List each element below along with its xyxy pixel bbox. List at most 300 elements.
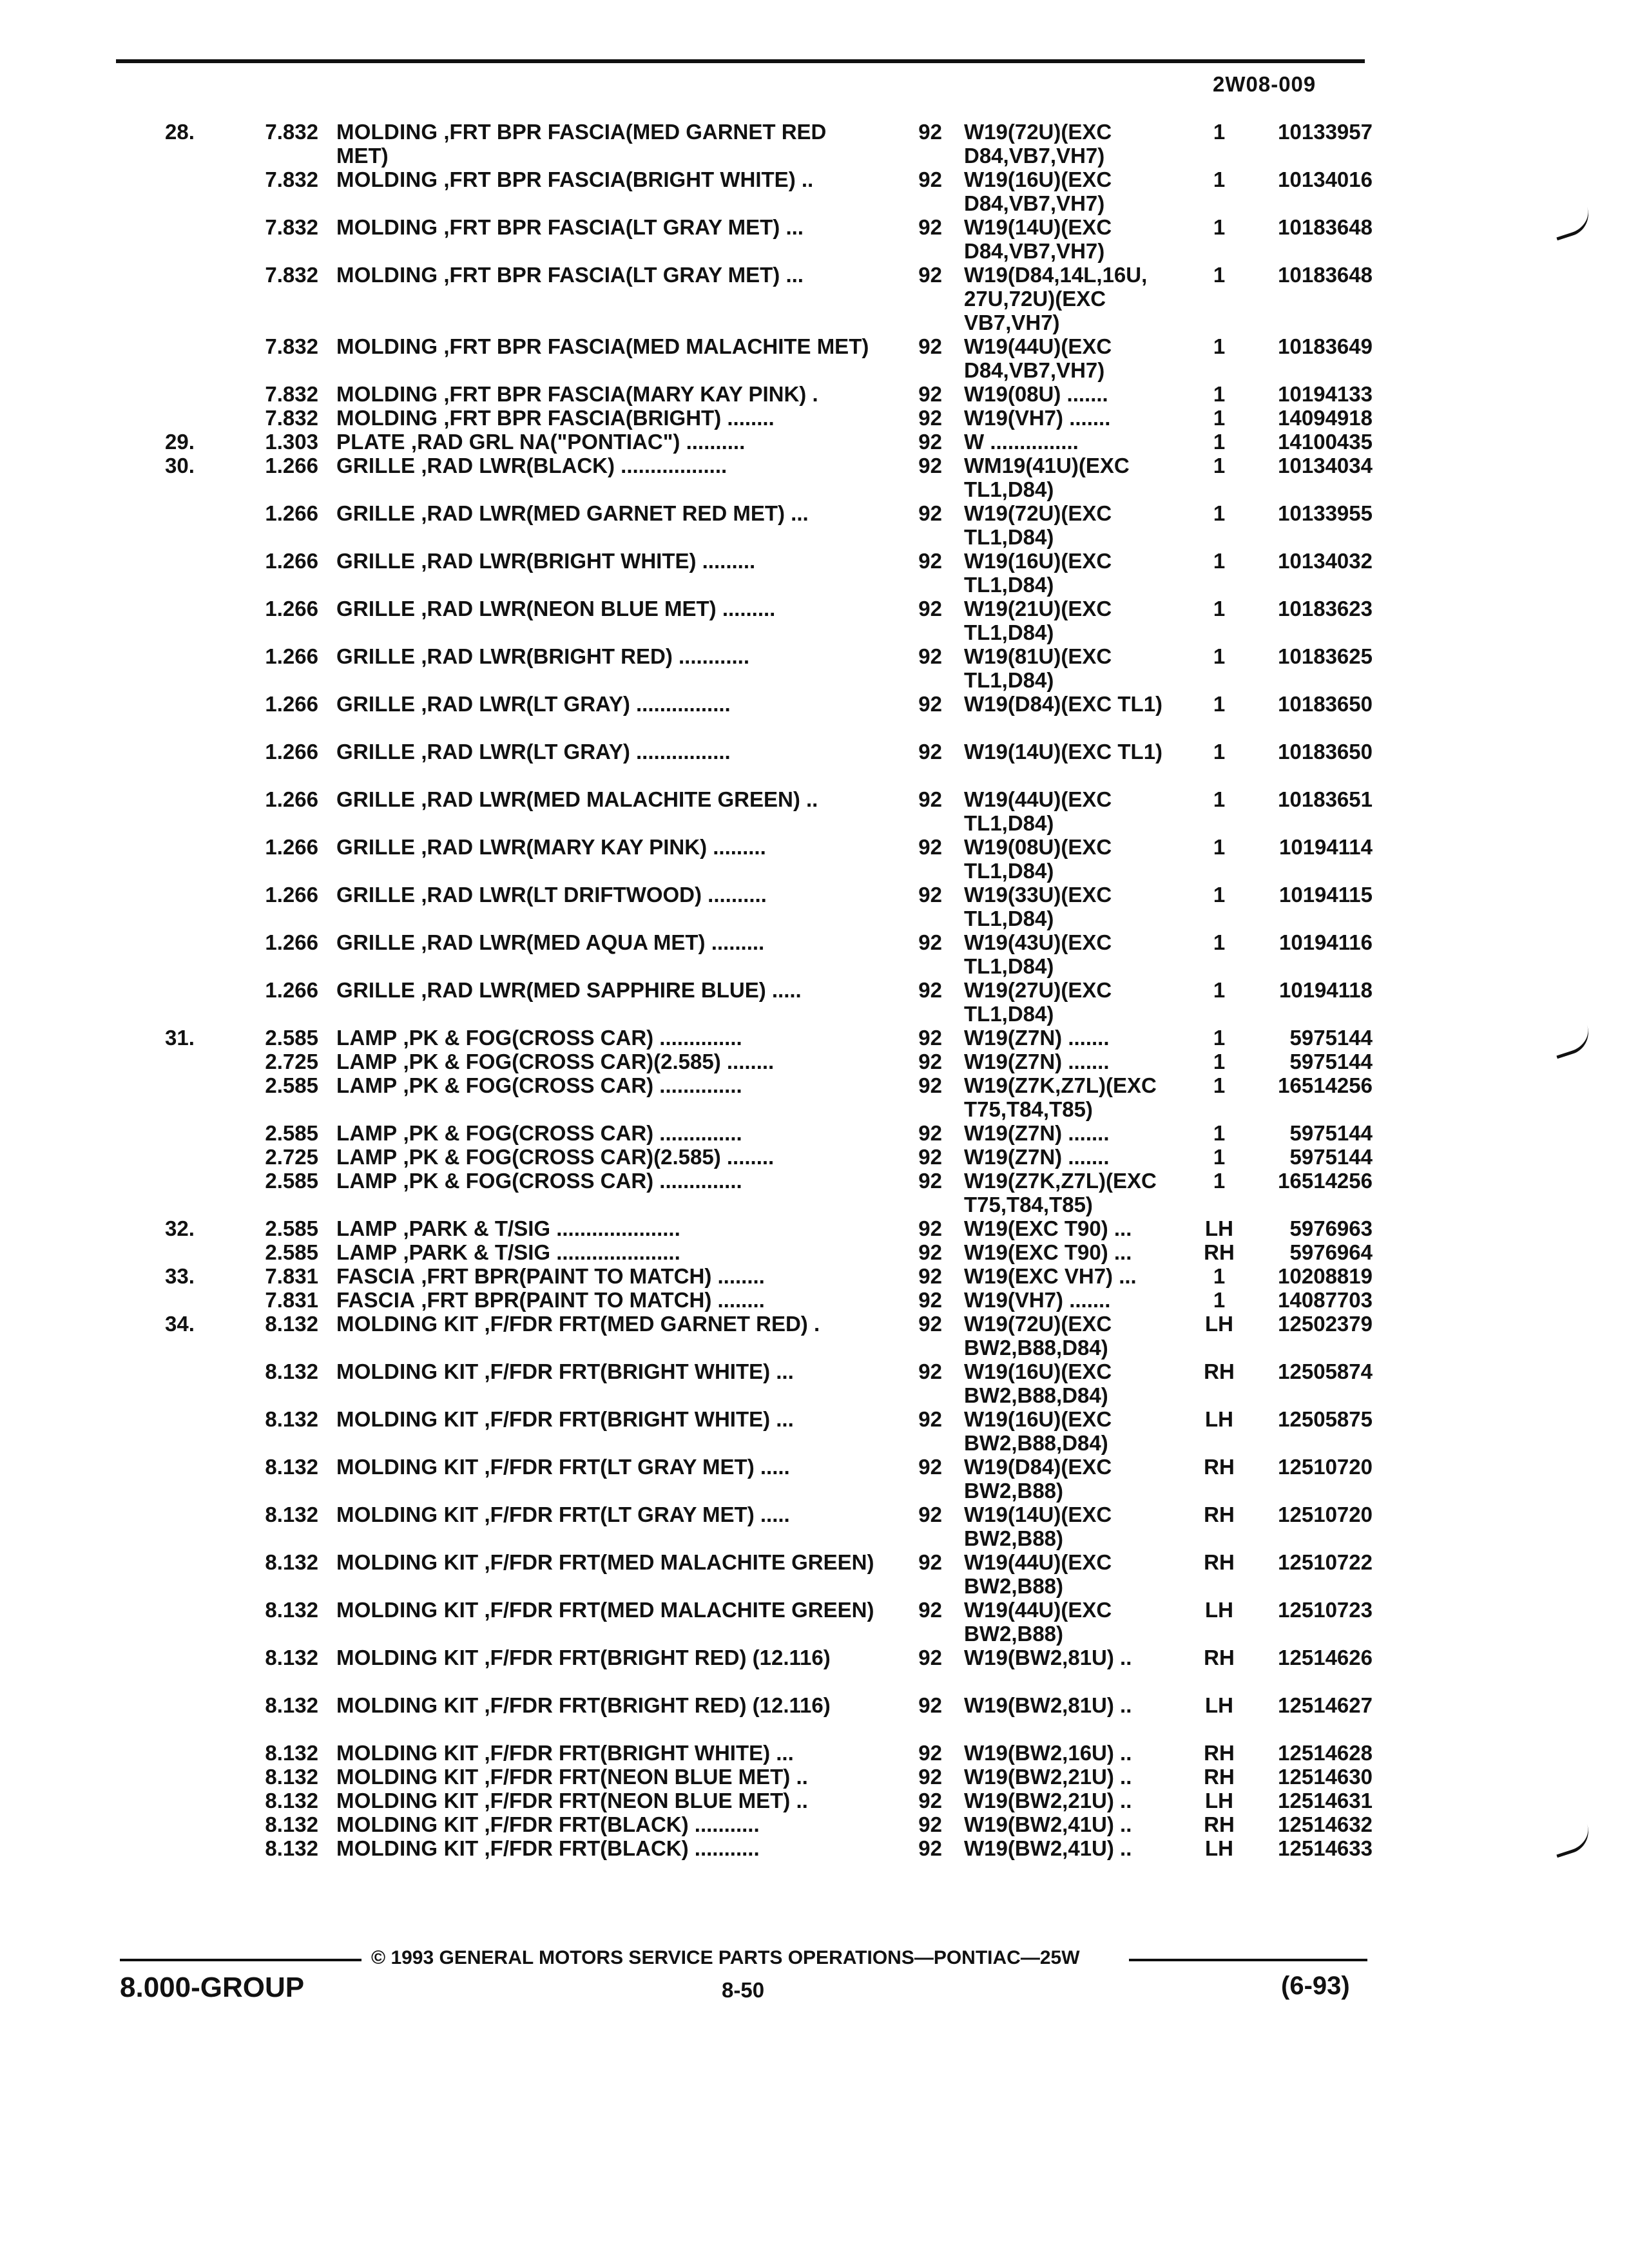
part-detail: ,PK & FOG(CROSS CAR)(2.585) ........ bbox=[403, 1145, 775, 1169]
application: W19(33U)(EXC TL1,D84) bbox=[964, 883, 1118, 930]
part-detail: ,FRT BPR(PAINT TO MATCH) ........ bbox=[421, 1288, 765, 1312]
application: W19(Z7K,Z7L)(EXC T75,T84,T85) bbox=[964, 1073, 1163, 1121]
part-name: GRILLE bbox=[336, 501, 416, 525]
application: W19(72U)(EXC D84,VB7,VH7) bbox=[964, 120, 1118, 168]
part-number: 10183623 bbox=[1278, 597, 1373, 620]
application: W19(08U) ....... bbox=[964, 382, 1108, 406]
part-detail: ,PK & FOG(CROSS CAR) .............. bbox=[403, 1073, 742, 1097]
part-number: 5975144 bbox=[1289, 1050, 1373, 1073]
part-description bbox=[336, 1216, 878, 1240]
quantity-position: LH bbox=[1205, 1407, 1233, 1431]
part-detail: ,RAD LWR(MED SAPPHIRE BLUE) ..... bbox=[421, 978, 802, 1002]
quantity-position: LH bbox=[1205, 1693, 1233, 1717]
illustration-number: 7.832 bbox=[265, 263, 318, 287]
part-number: 10194115 bbox=[1278, 883, 1373, 907]
part-detail: ,FRT BPR FASCIA(BRIGHT WHITE) .. bbox=[443, 168, 814, 191]
application: W19(08U)(EXC TL1,D84) bbox=[964, 835, 1118, 883]
application: W19(14U)(EXC BW2,B88) bbox=[964, 1503, 1118, 1550]
part-number: 10133955 bbox=[1278, 501, 1373, 525]
part-detail: ,F/FDR FRT(BRIGHT WHITE) ... bbox=[484, 1741, 794, 1765]
part-name: MOLDING KIT bbox=[336, 1598, 479, 1622]
part-number: 10183648 bbox=[1278, 263, 1373, 287]
list-item bbox=[0, 549, 1629, 597]
item-ref: 30. bbox=[165, 454, 195, 477]
application: W19(BW2,21U) .. bbox=[964, 1789, 1132, 1812]
part-description bbox=[336, 1240, 878, 1264]
illustration-number: 7.831 bbox=[265, 1288, 318, 1312]
part-detail: ,FRT BPR FASCIA(MED MALACHITE MET) bbox=[443, 334, 869, 358]
part-name: MOLDING KIT bbox=[336, 1836, 479, 1860]
illustration-number: 2.585 bbox=[265, 1169, 318, 1193]
illustration-number: 2.585 bbox=[265, 1121, 318, 1145]
part-name: MOLDING KIT bbox=[336, 1693, 479, 1717]
list-item bbox=[0, 740, 1629, 787]
quantity-position: 1 bbox=[1213, 120, 1226, 144]
quantity-position: 1 bbox=[1213, 382, 1226, 406]
illustration-number: 2.725 bbox=[265, 1145, 318, 1169]
part-description bbox=[336, 597, 878, 620]
quantity-position: RH bbox=[1204, 1503, 1235, 1526]
quantity-position: 1 bbox=[1213, 168, 1226, 191]
part-detail: ,F/FDR FRT(BRIGHT RED) (12.116) bbox=[484, 1646, 831, 1669]
part-name: GRILLE bbox=[336, 740, 416, 764]
list-item bbox=[0, 692, 1629, 740]
part-detail: ,FRT BPR FASCIA(LT GRAY MET) ... bbox=[443, 263, 804, 287]
part-number: 5975144 bbox=[1289, 1026, 1373, 1050]
quantity-position: 1 bbox=[1213, 787, 1226, 811]
list-item bbox=[0, 883, 1629, 930]
application: W19(VH7) ....... bbox=[964, 406, 1111, 430]
application: W19(44U)(EXC BW2,B88) bbox=[964, 1598, 1118, 1646]
footer-rule-left bbox=[120, 1959, 361, 1961]
part-detail: ,FRT BPR FASCIA(BRIGHT) ........ bbox=[443, 406, 775, 430]
part-detail: ,PK & FOG(CROSS CAR) .............. bbox=[403, 1026, 742, 1050]
application: W19(BW2,41U) .. bbox=[964, 1812, 1132, 1836]
quantity-position: LH bbox=[1205, 1598, 1233, 1622]
quantity-position: RH bbox=[1204, 1550, 1235, 1574]
model-year: 92 bbox=[918, 835, 942, 859]
part-name: MOLDING bbox=[336, 215, 438, 239]
illustration-number: 8.132 bbox=[265, 1693, 318, 1717]
model-year: 92 bbox=[918, 930, 942, 954]
part-detail: ,F/FDR FRT(BRIGHT WHITE) ... bbox=[484, 1407, 794, 1431]
part-number: 5976963 bbox=[1289, 1216, 1373, 1240]
part-name: GRILLE bbox=[336, 835, 416, 859]
list-item bbox=[0, 1789, 1629, 1812]
part-number: 14094918 bbox=[1278, 406, 1373, 430]
application: W19(BW2,16U) .. bbox=[964, 1741, 1132, 1765]
application: W19(Z7N) ....... bbox=[964, 1121, 1110, 1145]
part-description bbox=[336, 1455, 878, 1479]
part-name: MOLDING KIT bbox=[336, 1646, 479, 1669]
part-detail: ,PK & FOG(CROSS CAR) .............. bbox=[403, 1121, 742, 1145]
illustration-number: 8.132 bbox=[265, 1503, 318, 1526]
part-number: 5976964 bbox=[1289, 1240, 1373, 1264]
application: W19(D84)(EXC BW2,B88) bbox=[964, 1455, 1118, 1503]
application: W19(43U)(EXC TL1,D84) bbox=[964, 930, 1118, 978]
illustration-number: 1.303 bbox=[265, 430, 318, 454]
model-year: 92 bbox=[918, 1288, 942, 1312]
part-detail: ,FRT BPR(PAINT TO MATCH) ........ bbox=[421, 1264, 765, 1288]
part-name: GRILLE bbox=[336, 978, 416, 1002]
application: W19(Z7K,Z7L)(EXC T75,T84,T85) bbox=[964, 1169, 1163, 1216]
part-number: 12514632 bbox=[1278, 1812, 1373, 1836]
part-description bbox=[336, 930, 878, 954]
quantity-position: 1 bbox=[1213, 1288, 1226, 1312]
part-detail: ,RAD GRL NA("PONTIAC") .......... bbox=[410, 430, 746, 454]
part-number: 12514626 bbox=[1278, 1646, 1373, 1669]
item-ref: 31. bbox=[165, 1026, 195, 1050]
part-number: 12514631 bbox=[1278, 1789, 1373, 1812]
list-item bbox=[0, 1741, 1629, 1765]
illustration-number: 1.266 bbox=[265, 644, 318, 668]
part-detail: ,FRT BPR FASCIA(MARY KAY PINK) . bbox=[443, 382, 818, 406]
part-name: MOLDING KIT bbox=[336, 1789, 479, 1812]
model-year: 92 bbox=[918, 1789, 942, 1812]
part-name: FASCIA bbox=[336, 1288, 416, 1312]
list-item bbox=[0, 1812, 1629, 1836]
model-year: 92 bbox=[918, 263, 942, 287]
part-description bbox=[336, 1312, 878, 1336]
part-name: MOLDING KIT bbox=[336, 1741, 479, 1765]
illustration-number: 1.266 bbox=[265, 835, 318, 859]
model-year: 92 bbox=[918, 1836, 942, 1860]
quantity-position: 1 bbox=[1213, 883, 1226, 907]
part-number: 10183625 bbox=[1278, 644, 1373, 668]
illustration-number: 8.132 bbox=[265, 1455, 318, 1479]
list-item bbox=[0, 1312, 1629, 1360]
list-item bbox=[0, 644, 1629, 692]
application: W19(21U)(EXC TL1,D84) bbox=[964, 597, 1118, 644]
application: W19(81U)(EXC TL1,D84) bbox=[964, 644, 1118, 692]
model-year: 92 bbox=[918, 1812, 942, 1836]
part-description bbox=[336, 835, 878, 859]
illustration-number: 1.266 bbox=[265, 501, 318, 525]
item-ref: 33. bbox=[165, 1264, 195, 1288]
quantity-position: 1 bbox=[1213, 430, 1226, 454]
part-name: GRILLE bbox=[336, 549, 416, 573]
part-description bbox=[336, 263, 878, 287]
list-item bbox=[0, 501, 1629, 549]
part-number: 12505874 bbox=[1278, 1360, 1373, 1383]
part-name: LAMP bbox=[336, 1121, 398, 1145]
part-detail: ,F/FDR FRT(BLACK) ........... bbox=[484, 1836, 760, 1860]
application: W19(44U)(EXC D84,VB7,VH7) bbox=[964, 334, 1118, 382]
illustration-number: 8.132 bbox=[265, 1765, 318, 1789]
part-description bbox=[336, 1836, 878, 1860]
part-name: MOLDING KIT bbox=[336, 1312, 479, 1336]
part-name: MOLDING KIT bbox=[336, 1407, 479, 1431]
illustration-number: 8.132 bbox=[265, 1312, 318, 1336]
application: W19(Z7N) ....... bbox=[964, 1050, 1110, 1073]
quantity-position: LH bbox=[1205, 1216, 1233, 1240]
illustration-number: 1.266 bbox=[265, 740, 318, 764]
part-number: 10134032 bbox=[1278, 549, 1373, 573]
part-description bbox=[336, 1598, 878, 1622]
part-number: 10133957 bbox=[1278, 120, 1373, 144]
part-description bbox=[336, 215, 878, 239]
list-item bbox=[0, 1693, 1629, 1741]
quantity-position: RH bbox=[1204, 1765, 1235, 1789]
model-year: 92 bbox=[918, 1050, 942, 1073]
application: W19(16U)(EXC BW2,B88,D84) bbox=[964, 1360, 1118, 1407]
part-number: 10194114 bbox=[1278, 835, 1373, 859]
list-item bbox=[0, 168, 1629, 215]
model-year: 92 bbox=[918, 1169, 942, 1193]
illustration-number: 7.832 bbox=[265, 215, 318, 239]
application: W19(14U)(EXC TL1) bbox=[964, 740, 1163, 764]
parts-list bbox=[0, 120, 1629, 1860]
part-description bbox=[336, 1360, 878, 1383]
quantity-position: 1 bbox=[1213, 1121, 1226, 1145]
part-detail: ,PK & FOG(CROSS CAR) .............. bbox=[403, 1169, 742, 1193]
part-number: 14087703 bbox=[1278, 1288, 1373, 1312]
list-item bbox=[0, 406, 1629, 430]
footer-rule-right bbox=[1129, 1959, 1367, 1961]
list-item bbox=[0, 1550, 1629, 1598]
list-item bbox=[0, 835, 1629, 883]
application: W19(72U)(EXC BW2,B88,D84) bbox=[964, 1312, 1118, 1360]
model-year: 92 bbox=[918, 1216, 942, 1240]
quantity-position: 1 bbox=[1213, 454, 1226, 477]
part-description bbox=[336, 549, 878, 573]
page-number: 8-50 bbox=[722, 1978, 765, 2002]
model-year: 92 bbox=[918, 168, 942, 191]
list-item bbox=[0, 978, 1629, 1026]
part-name: FASCIA bbox=[336, 1264, 416, 1288]
part-detail: ,F/FDR FRT(MED MALACHITE GREEN) bbox=[484, 1598, 874, 1622]
part-name: LAMP bbox=[336, 1026, 398, 1050]
model-year: 92 bbox=[918, 406, 942, 430]
quantity-position: RH bbox=[1204, 1455, 1235, 1479]
part-description bbox=[336, 1646, 878, 1669]
part-number: 10194118 bbox=[1278, 978, 1373, 1002]
application: W19(BW2,21U) .. bbox=[964, 1765, 1132, 1789]
quantity-position: 1 bbox=[1213, 406, 1226, 430]
part-description bbox=[336, 430, 878, 454]
part-number: 12514627 bbox=[1278, 1693, 1373, 1717]
part-detail: ,F/FDR FRT(BRIGHT WHITE) ... bbox=[484, 1360, 794, 1383]
model-year: 92 bbox=[918, 1455, 942, 1479]
quantity-position: 1 bbox=[1213, 263, 1226, 287]
part-detail: ,FRT BPR FASCIA(MED GARNET RED MET) bbox=[336, 120, 833, 168]
part-detail: ,RAD LWR(LT GRAY) ................ bbox=[421, 692, 731, 716]
part-description bbox=[336, 1550, 878, 1574]
illustration-number: 1.266 bbox=[265, 597, 318, 620]
part-number: 10134016 bbox=[1278, 168, 1373, 191]
part-number: 16514256 bbox=[1278, 1169, 1373, 1193]
date-code: (6-93) bbox=[1281, 1972, 1350, 2000]
part-detail: ,RAD LWR(LT GRAY) ................ bbox=[421, 740, 731, 764]
illustration-number: 1.266 bbox=[265, 930, 318, 954]
part-description bbox=[336, 1503, 878, 1526]
model-year: 92 bbox=[918, 430, 942, 454]
page-code: 2W08-009 bbox=[1213, 72, 1316, 96]
illustration-number: 2.585 bbox=[265, 1073, 318, 1097]
illustration-number: 7.831 bbox=[265, 1264, 318, 1288]
part-detail: ,F/FDR FRT(LT GRAY MET) ..... bbox=[484, 1503, 790, 1526]
part-description bbox=[336, 1407, 878, 1431]
list-item bbox=[0, 1121, 1629, 1145]
illustration-number: 7.832 bbox=[265, 120, 318, 144]
part-detail: ,F/FDR FRT(NEON BLUE MET) .. bbox=[484, 1765, 808, 1789]
illustration-number: 7.832 bbox=[265, 382, 318, 406]
application: W19(EXC T90) ... bbox=[964, 1216, 1132, 1240]
illustration-number: 8.132 bbox=[265, 1741, 318, 1765]
part-name: LAMP bbox=[336, 1240, 398, 1264]
part-number: 12510720 bbox=[1278, 1503, 1373, 1526]
item-ref: 29. bbox=[165, 430, 195, 454]
illustration-number: 2.725 bbox=[265, 1050, 318, 1073]
part-name: LAMP bbox=[336, 1216, 398, 1240]
quantity-position: 1 bbox=[1213, 1026, 1226, 1050]
part-description bbox=[336, 692, 878, 716]
illustration-number: 1.266 bbox=[265, 883, 318, 907]
illustration-number: 8.132 bbox=[265, 1789, 318, 1812]
list-item bbox=[0, 334, 1629, 382]
part-name: MOLDING bbox=[336, 120, 438, 144]
quantity-position: RH bbox=[1204, 1360, 1235, 1383]
list-item bbox=[0, 787, 1629, 835]
application: W19(BW2,81U) .. bbox=[964, 1693, 1132, 1717]
quantity-position: 1 bbox=[1213, 644, 1226, 668]
quantity-position: 1 bbox=[1213, 692, 1226, 716]
part-description bbox=[336, 1026, 878, 1050]
illustration-number: 2.585 bbox=[265, 1216, 318, 1240]
model-year: 92 bbox=[918, 501, 942, 525]
part-name: MOLDING KIT bbox=[336, 1550, 479, 1574]
application: W19(D84)(EXC TL1) bbox=[964, 692, 1163, 716]
illustration-number: 2.585 bbox=[265, 1026, 318, 1050]
part-detail: ,F/FDR FRT(NEON BLUE MET) .. bbox=[484, 1789, 808, 1812]
illustration-number: 8.132 bbox=[265, 1407, 318, 1431]
part-description bbox=[336, 120, 878, 168]
part-description bbox=[336, 1693, 878, 1717]
quantity-position: 1 bbox=[1213, 1169, 1226, 1193]
model-year: 92 bbox=[918, 549, 942, 573]
illustration-number: 8.132 bbox=[265, 1598, 318, 1622]
illustration-number: 1.266 bbox=[265, 692, 318, 716]
part-number: 10183648 bbox=[1278, 215, 1373, 239]
part-detail: ,FRT BPR FASCIA(LT GRAY MET) ... bbox=[443, 215, 804, 239]
part-number: 10183649 bbox=[1278, 334, 1373, 358]
quantity-position: 1 bbox=[1213, 1264, 1226, 1288]
part-detail: ,RAD LWR(BRIGHT RED) ............ bbox=[421, 644, 750, 668]
part-name: MOLDING KIT bbox=[336, 1360, 479, 1383]
quantity-position: 1 bbox=[1213, 549, 1226, 573]
model-year: 92 bbox=[918, 883, 942, 907]
quantity-position: LH bbox=[1205, 1312, 1233, 1336]
model-year: 92 bbox=[918, 978, 942, 1002]
part-description bbox=[336, 1073, 878, 1097]
part-description bbox=[336, 978, 878, 1002]
list-item bbox=[0, 120, 1629, 168]
quantity-position: 1 bbox=[1213, 501, 1226, 525]
application: W19(D84,14L,16U, 27U,72U)(EXC VB7,VH7) bbox=[964, 263, 1153, 334]
part-name: MOLDING bbox=[336, 168, 438, 191]
part-description bbox=[336, 454, 878, 477]
list-item bbox=[0, 1169, 1629, 1216]
application: W19(VH7) ....... bbox=[964, 1288, 1111, 1312]
application: W19(16U)(EXC D84,VB7,VH7) bbox=[964, 168, 1118, 215]
model-year: 92 bbox=[918, 454, 942, 477]
part-name: GRILLE bbox=[336, 787, 416, 811]
model-year: 92 bbox=[918, 382, 942, 406]
model-year: 92 bbox=[918, 1741, 942, 1765]
quantity-position: 1 bbox=[1213, 978, 1226, 1002]
part-name: PLATE bbox=[336, 430, 405, 454]
model-year: 92 bbox=[918, 1312, 942, 1336]
quantity-position: RH bbox=[1204, 1240, 1235, 1264]
part-name: GRILLE bbox=[336, 930, 416, 954]
illustration-number: 1.266 bbox=[265, 978, 318, 1002]
application: W19(44U)(EXC BW2,B88) bbox=[964, 1550, 1118, 1598]
model-year: 92 bbox=[918, 334, 942, 358]
illustration-number: 1.266 bbox=[265, 787, 318, 811]
header-rule bbox=[116, 59, 1365, 63]
quantity-position: 1 bbox=[1213, 740, 1226, 764]
application: WM19(41U)(EXC TL1,D84) bbox=[964, 454, 1135, 501]
part-description bbox=[336, 1050, 878, 1073]
part-number: 12510720 bbox=[1278, 1455, 1373, 1479]
application: W19(Z7N) ....... bbox=[964, 1145, 1110, 1169]
part-detail: ,PARK & T/SIG ..................... bbox=[403, 1240, 680, 1264]
illustration-number: 7.832 bbox=[265, 334, 318, 358]
part-name: GRILLE bbox=[336, 644, 416, 668]
part-description bbox=[336, 406, 878, 430]
part-name: MOLDING KIT bbox=[336, 1812, 479, 1836]
list-item bbox=[0, 1646, 1629, 1693]
part-name: MOLDING bbox=[336, 406, 438, 430]
illustration-number: 7.832 bbox=[265, 406, 318, 430]
list-item bbox=[0, 454, 1629, 501]
part-description bbox=[336, 1765, 878, 1789]
part-detail: ,RAD LWR(LT DRIFTWOOD) .......... bbox=[421, 883, 767, 907]
list-item bbox=[0, 1216, 1629, 1240]
part-detail: ,RAD LWR(MED GARNET RED MET) ... bbox=[421, 501, 809, 525]
model-year: 92 bbox=[918, 1073, 942, 1097]
part-detail: ,F/FDR FRT(MED GARNET RED) . bbox=[484, 1312, 820, 1336]
application: W19(16U)(EXC TL1,D84) bbox=[964, 549, 1118, 597]
list-item bbox=[0, 1765, 1629, 1789]
quantity-position: 1 bbox=[1213, 835, 1226, 859]
model-year: 92 bbox=[918, 787, 942, 811]
group-label: 8.000-GROUP bbox=[120, 1972, 305, 2003]
list-item bbox=[0, 1145, 1629, 1169]
part-number: 5975144 bbox=[1289, 1121, 1373, 1145]
model-year: 92 bbox=[918, 1145, 942, 1169]
part-description bbox=[336, 382, 878, 406]
model-year: 92 bbox=[918, 644, 942, 668]
part-number: 12505875 bbox=[1278, 1407, 1373, 1431]
part-detail: ,F/FDR FRT(BRIGHT RED) (12.116) bbox=[484, 1693, 831, 1717]
application: W19(27U)(EXC TL1,D84) bbox=[964, 978, 1118, 1026]
model-year: 92 bbox=[918, 1646, 942, 1669]
application: W19(BW2,41U) .. bbox=[964, 1836, 1132, 1860]
list-item bbox=[0, 1836, 1629, 1860]
part-description bbox=[336, 644, 878, 668]
illustration-number: 7.832 bbox=[265, 168, 318, 191]
part-detail: ,F/FDR FRT(MED MALACHITE GREEN) bbox=[484, 1550, 874, 1574]
part-name: MOLDING KIT bbox=[336, 1503, 479, 1526]
model-year: 92 bbox=[918, 1026, 942, 1050]
application: W19(16U)(EXC BW2,B88,D84) bbox=[964, 1407, 1118, 1455]
list-item bbox=[0, 1455, 1629, 1503]
part-name: GRILLE bbox=[336, 883, 416, 907]
list-item bbox=[0, 1503, 1629, 1550]
part-name: GRILLE bbox=[336, 692, 416, 716]
part-detail: ,F/FDR FRT(LT GRAY MET) ..... bbox=[484, 1455, 790, 1479]
